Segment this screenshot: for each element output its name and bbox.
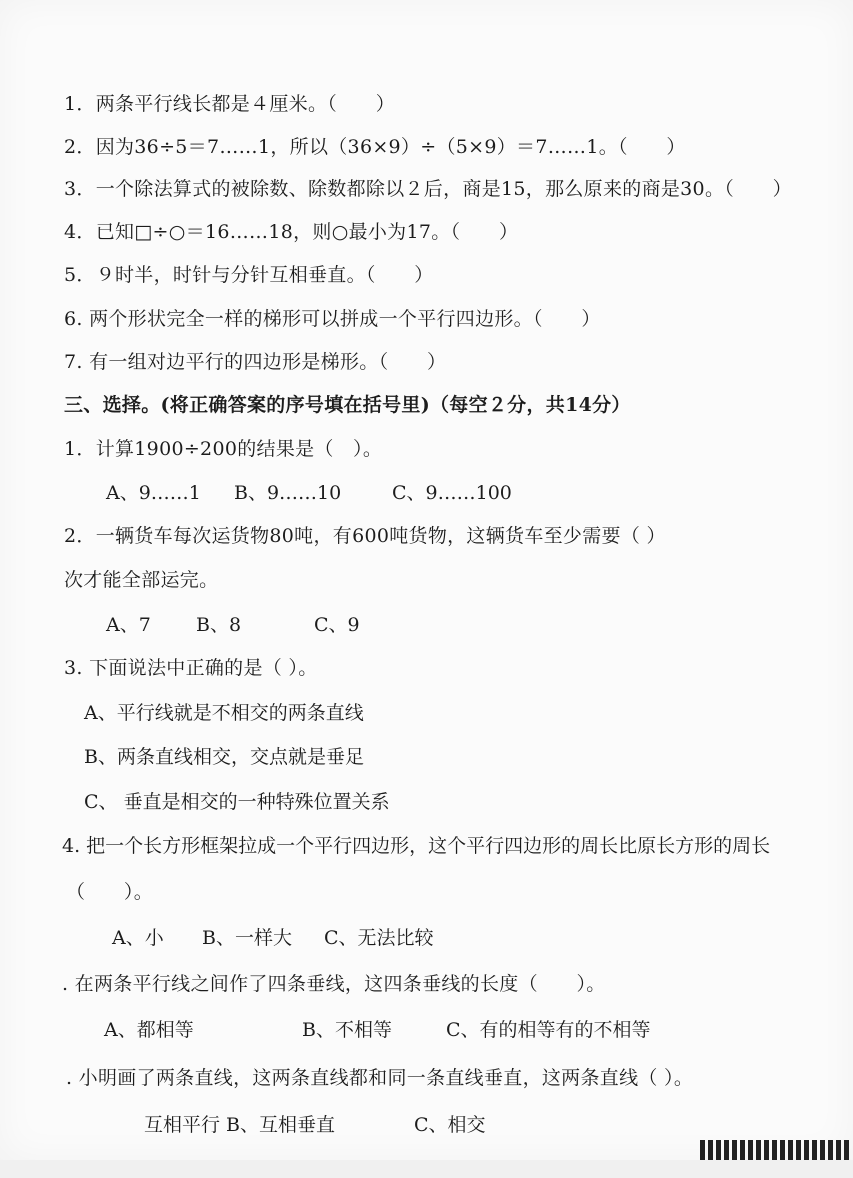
section-title: 三、选择。(将正确答案的序号填在括号里)（每空２分，共14分） [64, 394, 631, 416]
q5-option-b: B、不相等 [302, 1019, 392, 1041]
tf-item-4: 4．已知□÷○＝16……18，则○最小为17。（ ） [64, 221, 519, 243]
q5-option-a: A、都相等 [104, 1019, 194, 1041]
tf-item-5: 5．９时半，时针与分针互相垂直。（ ） [64, 264, 434, 286]
q3-option-b: B、两条直线相交，交点就是垂足 [84, 746, 364, 768]
q3-option-a: A、平行线就是不相交的两条直线 [84, 702, 364, 724]
q6-stem: . 小明画了两条直线，这两条直线都和同一条直线垂直，这两条直线（ ）。 [66, 1067, 694, 1089]
q1-option-a: A、9……1 [106, 482, 201, 504]
tf-item-1: 1．两条平行线长都是４厘米。（ ） [64, 93, 395, 115]
tf-item-6: 6. 两个形状完全一样的梯形可以拼成一个平行四边形。（ ） [64, 308, 601, 330]
q1-stem: 1．计算1900÷200的结果是（ ）。 [64, 438, 383, 460]
q4-option-c: C、无法比较 [324, 927, 434, 949]
q4-option-a: A、小 [112, 927, 164, 949]
tf-item-2: 2．因为36÷5＝7……1，所以（36×9）÷（5×9）＝7……1。（ ） [64, 136, 686, 158]
tf-item-3: 3．一个除法算式的被除数、除数都除以２后，商是15，那么原来的商是30。（ ） [64, 178, 792, 200]
tf-item-7: 7. 有一组对边平行的四边形是梯形。（ ） [64, 351, 447, 373]
q4-stem: 4. 把一个长方形框架拉成一个平行四边形，这个平行四边形的周长比原长方形的周长 [62, 835, 771, 857]
q2-stem-cont: 次才能全部运完。 [64, 569, 219, 591]
q6-option-c: C、相交 [414, 1114, 486, 1136]
q6-option-b: B、互相垂直 [226, 1114, 335, 1136]
q5-option-c: C、有的相等有的不相等 [446, 1019, 651, 1041]
q4-option-b: B、一样大 [202, 927, 292, 949]
q1-option-c: C、9……100 [392, 482, 512, 504]
q4-stem-cont: （ ）。 [66, 881, 154, 903]
scan-barcode-artifact [700, 1138, 849, 1160]
q6-option-a: 互相平行 [144, 1114, 221, 1136]
q2-option-c: C、9 [314, 614, 360, 636]
q2-option-a: A、7 [106, 614, 151, 636]
q5-stem: . 在两条平行线之间作了四条垂线，这四条垂线的长度（ ）。 [62, 973, 606, 995]
q3-option-c: C、 垂直是相交的一种特殊位置关系 [84, 791, 390, 813]
q3-stem: 3. 下面说法中正确的是（ ）。 [64, 657, 318, 679]
q2-option-b: B、8 [196, 614, 242, 636]
bottom-strip [0, 1160, 853, 1178]
q2-stem: 2．一辆货车每次运货物80吨，有600吨货物，这辆货车至少需要（ ） [64, 525, 666, 547]
q1-option-b: B、9……10 [234, 482, 342, 504]
